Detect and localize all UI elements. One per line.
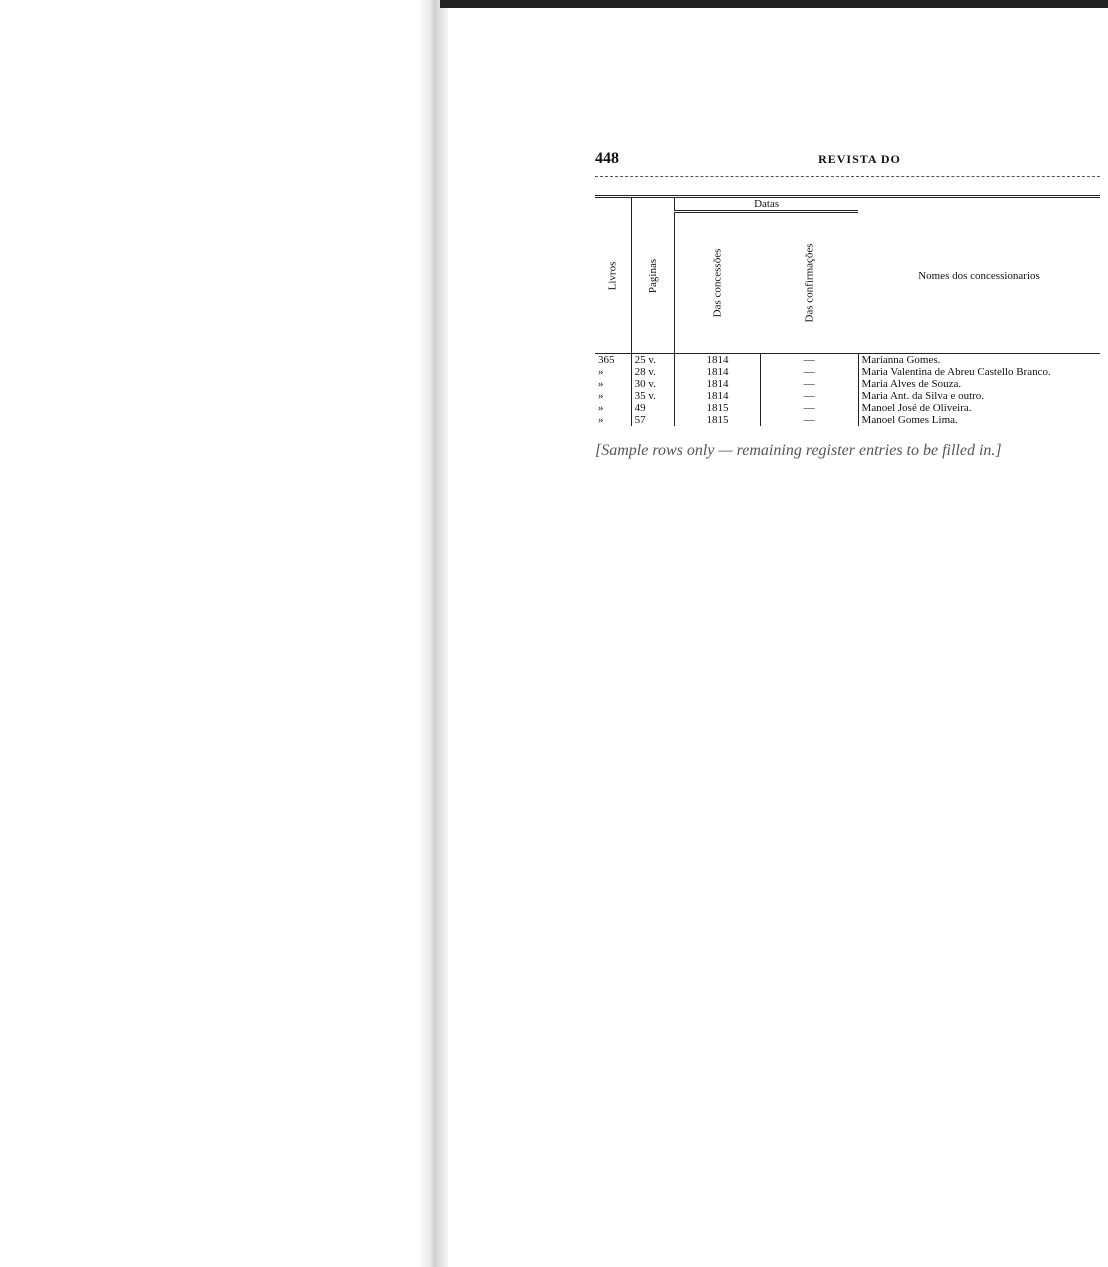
header-rule (595, 176, 1100, 177)
nome-cell: Manoel José de Oliveira. (861, 402, 972, 414)
running-title: REVISTA DO (818, 152, 901, 166)
nome-cell: Manoel Gomes Lima. (861, 414, 958, 426)
table-row (595, 354, 1100, 367)
confirmacao-cell: — (760, 402, 858, 414)
livro-cell: » (595, 366, 631, 378)
table-row (595, 378, 1100, 390)
page (595, 150, 1100, 476)
confirmacao-cell: — (760, 390, 858, 402)
col-nomes: Nomes dos concessionarios (858, 197, 1100, 354)
concessao-cell: 1814 (675, 366, 761, 378)
pagina-cell: 28 v. (631, 366, 675, 378)
livro-cell: » (595, 414, 631, 426)
col-paginas: Paginas (646, 258, 659, 293)
nome-cell: Maria Valentina de Abreu Castello Branco. (861, 366, 1051, 378)
sample-note: [Sample rows only — remaining register entries to be filled in.] (595, 442, 1002, 459)
table-row (595, 366, 1100, 378)
confirmacao-cell: — (760, 378, 858, 390)
concessao-cell: 1814 (675, 390, 761, 402)
pagina-cell: 49 (631, 402, 675, 414)
scan-edge (440, 0, 1108, 8)
book-gutter (418, 0, 448, 1267)
col-datas: Datas (675, 197, 858, 212)
pagina-cell: 35 v. (631, 390, 675, 402)
table-row (595, 414, 1100, 426)
livro-cell: » (595, 402, 631, 414)
pagina-cell: 57 (631, 414, 675, 426)
pagina-cell: 25 v. (631, 354, 675, 367)
livro-cell: » (595, 390, 631, 402)
confirmacao-cell: — (760, 354, 858, 367)
register-table (595, 195, 1100, 426)
concessao-cell: 1815 (675, 402, 761, 414)
concessao-cell: 1814 (675, 378, 761, 390)
nome-cell: Marianna Gomes. (861, 354, 941, 366)
page-header (595, 150, 1100, 168)
livro-cell: 365 (595, 354, 631, 367)
nome-cell: Maria Alves de Souza. (861, 378, 962, 390)
confirmacao-cell: — (760, 366, 858, 378)
concessao-cell: 1815 (675, 414, 761, 426)
page-number: 448 (595, 150, 619, 167)
concessao-cell: 1814 (675, 354, 761, 367)
nome-cell: Maria Ant. da Silva e outro. (861, 390, 985, 402)
confirmacao-cell: — (760, 414, 858, 426)
table-row (595, 390, 1100, 402)
livro-cell: » (595, 378, 631, 390)
pagina-cell: 30 v. (631, 378, 675, 390)
table-row (595, 402, 1100, 414)
col-concessoes: Das concessões (711, 248, 724, 318)
col-confirmacoes: Das confirmações (803, 243, 816, 323)
col-livros: Livros (606, 261, 619, 290)
